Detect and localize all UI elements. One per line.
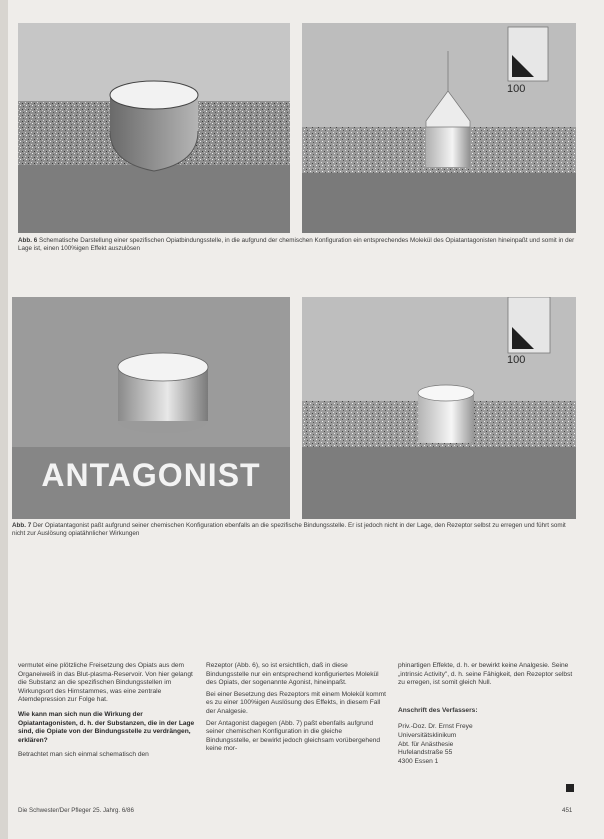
author-address-line: Hufelandstraße 55 — [398, 749, 453, 757]
figure6-caption — [18, 237, 578, 253]
footer-journal: Die Schwester/Der Pfleger 25. Jahrg. 6/86 — [18, 807, 134, 814]
text-column-3 — [398, 662, 576, 766]
figure6-right-illustration — [302, 23, 576, 233]
text-column-2 — [206, 662, 386, 757]
figure6-caption-label: Abb. 6 — [18, 237, 38, 244]
column2-paragraph-2: Bei einer Besetzung des Rezeptors mit einem Molekül kommt es zu einer 100%igen Auslösung des Effekts, in diesem Fall der Analgesie. — [206, 690, 386, 715]
figure7-caption — [12, 522, 580, 538]
antagonist-overlay-word: ANTAGONIST — [41, 457, 261, 493]
column1-question: Wie kann man sich nun die Wirkung der Opiatantagonisten, d. h. der Substanzen, die in der Lage sind, die Opiate von der Bindungsstelle zu verdrängen, erklären? — [18, 710, 195, 744]
column1-paragraph-2: Betrachtet man sich einmal schematisch den — [18, 751, 149, 759]
text-column-1 — [18, 662, 196, 763]
author-address-line: Priv.-Doz. Dr. Ernst Freye — [398, 723, 473, 731]
footer-page-number: 451 — [562, 807, 573, 814]
page-edge — [0, 0, 8, 839]
column3-paragraph-1: phinartigen Effekte, d. h. er bewirkt keine Analgesie. Seine „intrinsic Activity", d. h. seine Fähigkeit, den Rezeptor selbst zu erregen, ist somit gleich Null. — [398, 662, 573, 687]
end-of-article-square — [566, 784, 574, 792]
figure7-caption-label: Abb. 7 — [12, 522, 32, 529]
column2-paragraph-3: Der Antagonist dagegen (Abb. 7) paßt ebenfalls aufgrund seiner chemischen Konfiguration in die gleiche Bindungsstelle, er bewirkt jedoch gleichsam vorübergehend keine mor- — [206, 719, 381, 753]
figure6-caption-text: Schematische Darstellung einer spezifischen Opiatbindungsstelle, in die aufgrund der chemischen Konfiguration ein entsprechendes Molekül des Opiatantagonisten hineinpaßt und somit in der Lage ist, einen 100%igen Effekt auszulösen — [18, 237, 575, 253]
figure6-left-illustration — [18, 23, 290, 233]
author-address-line: Universitätsklinikum — [398, 731, 457, 739]
author-address-line: 4300 Essen 1 — [398, 757, 439, 765]
figure7-scale-value: 100 — [507, 354, 526, 366]
figure6-scale-value: 100 — [507, 83, 526, 95]
column1-paragraph-1: vermutet eine plötzliche Freisetzung des Opiats aus dem Organeiweiß in das Blut-plasma-Reservoir. Von hier gelangt die Substanz an die spezifischen Bindungsstellen im Wirkungsort des Hirnstammes, was eine zentrale Atemdepression zur Folge hat. — [18, 662, 193, 704]
column2-paragraph-1: Rezeptor (Abb. 6), so ist ersichtlich, daß in diese Bindungsstelle nur ein entsprechend konfiguriertes Molekül des Opiats, der sogenannte Agonist, hineinpaßt. — [206, 662, 379, 687]
figure7-caption-text: Der Opiatantagonist paßt aufgrund seiner chemischen Konfiguration ebenfalls an die spezifische Bindungsstelle. Er ist jedoch nicht in der Lage, den Rezeptor selbst zu erregen und führt somit nicht zur Auslösung opiatähnlicher Wirkungen — [12, 522, 566, 538]
author-address-line: Abt. für Anästhesie — [398, 740, 454, 748]
figure7-right-illustration — [302, 297, 576, 519]
figure7-left-illustration — [12, 297, 290, 519]
author-address-heading: Anschrift des Verfassers: — [398, 706, 478, 714]
